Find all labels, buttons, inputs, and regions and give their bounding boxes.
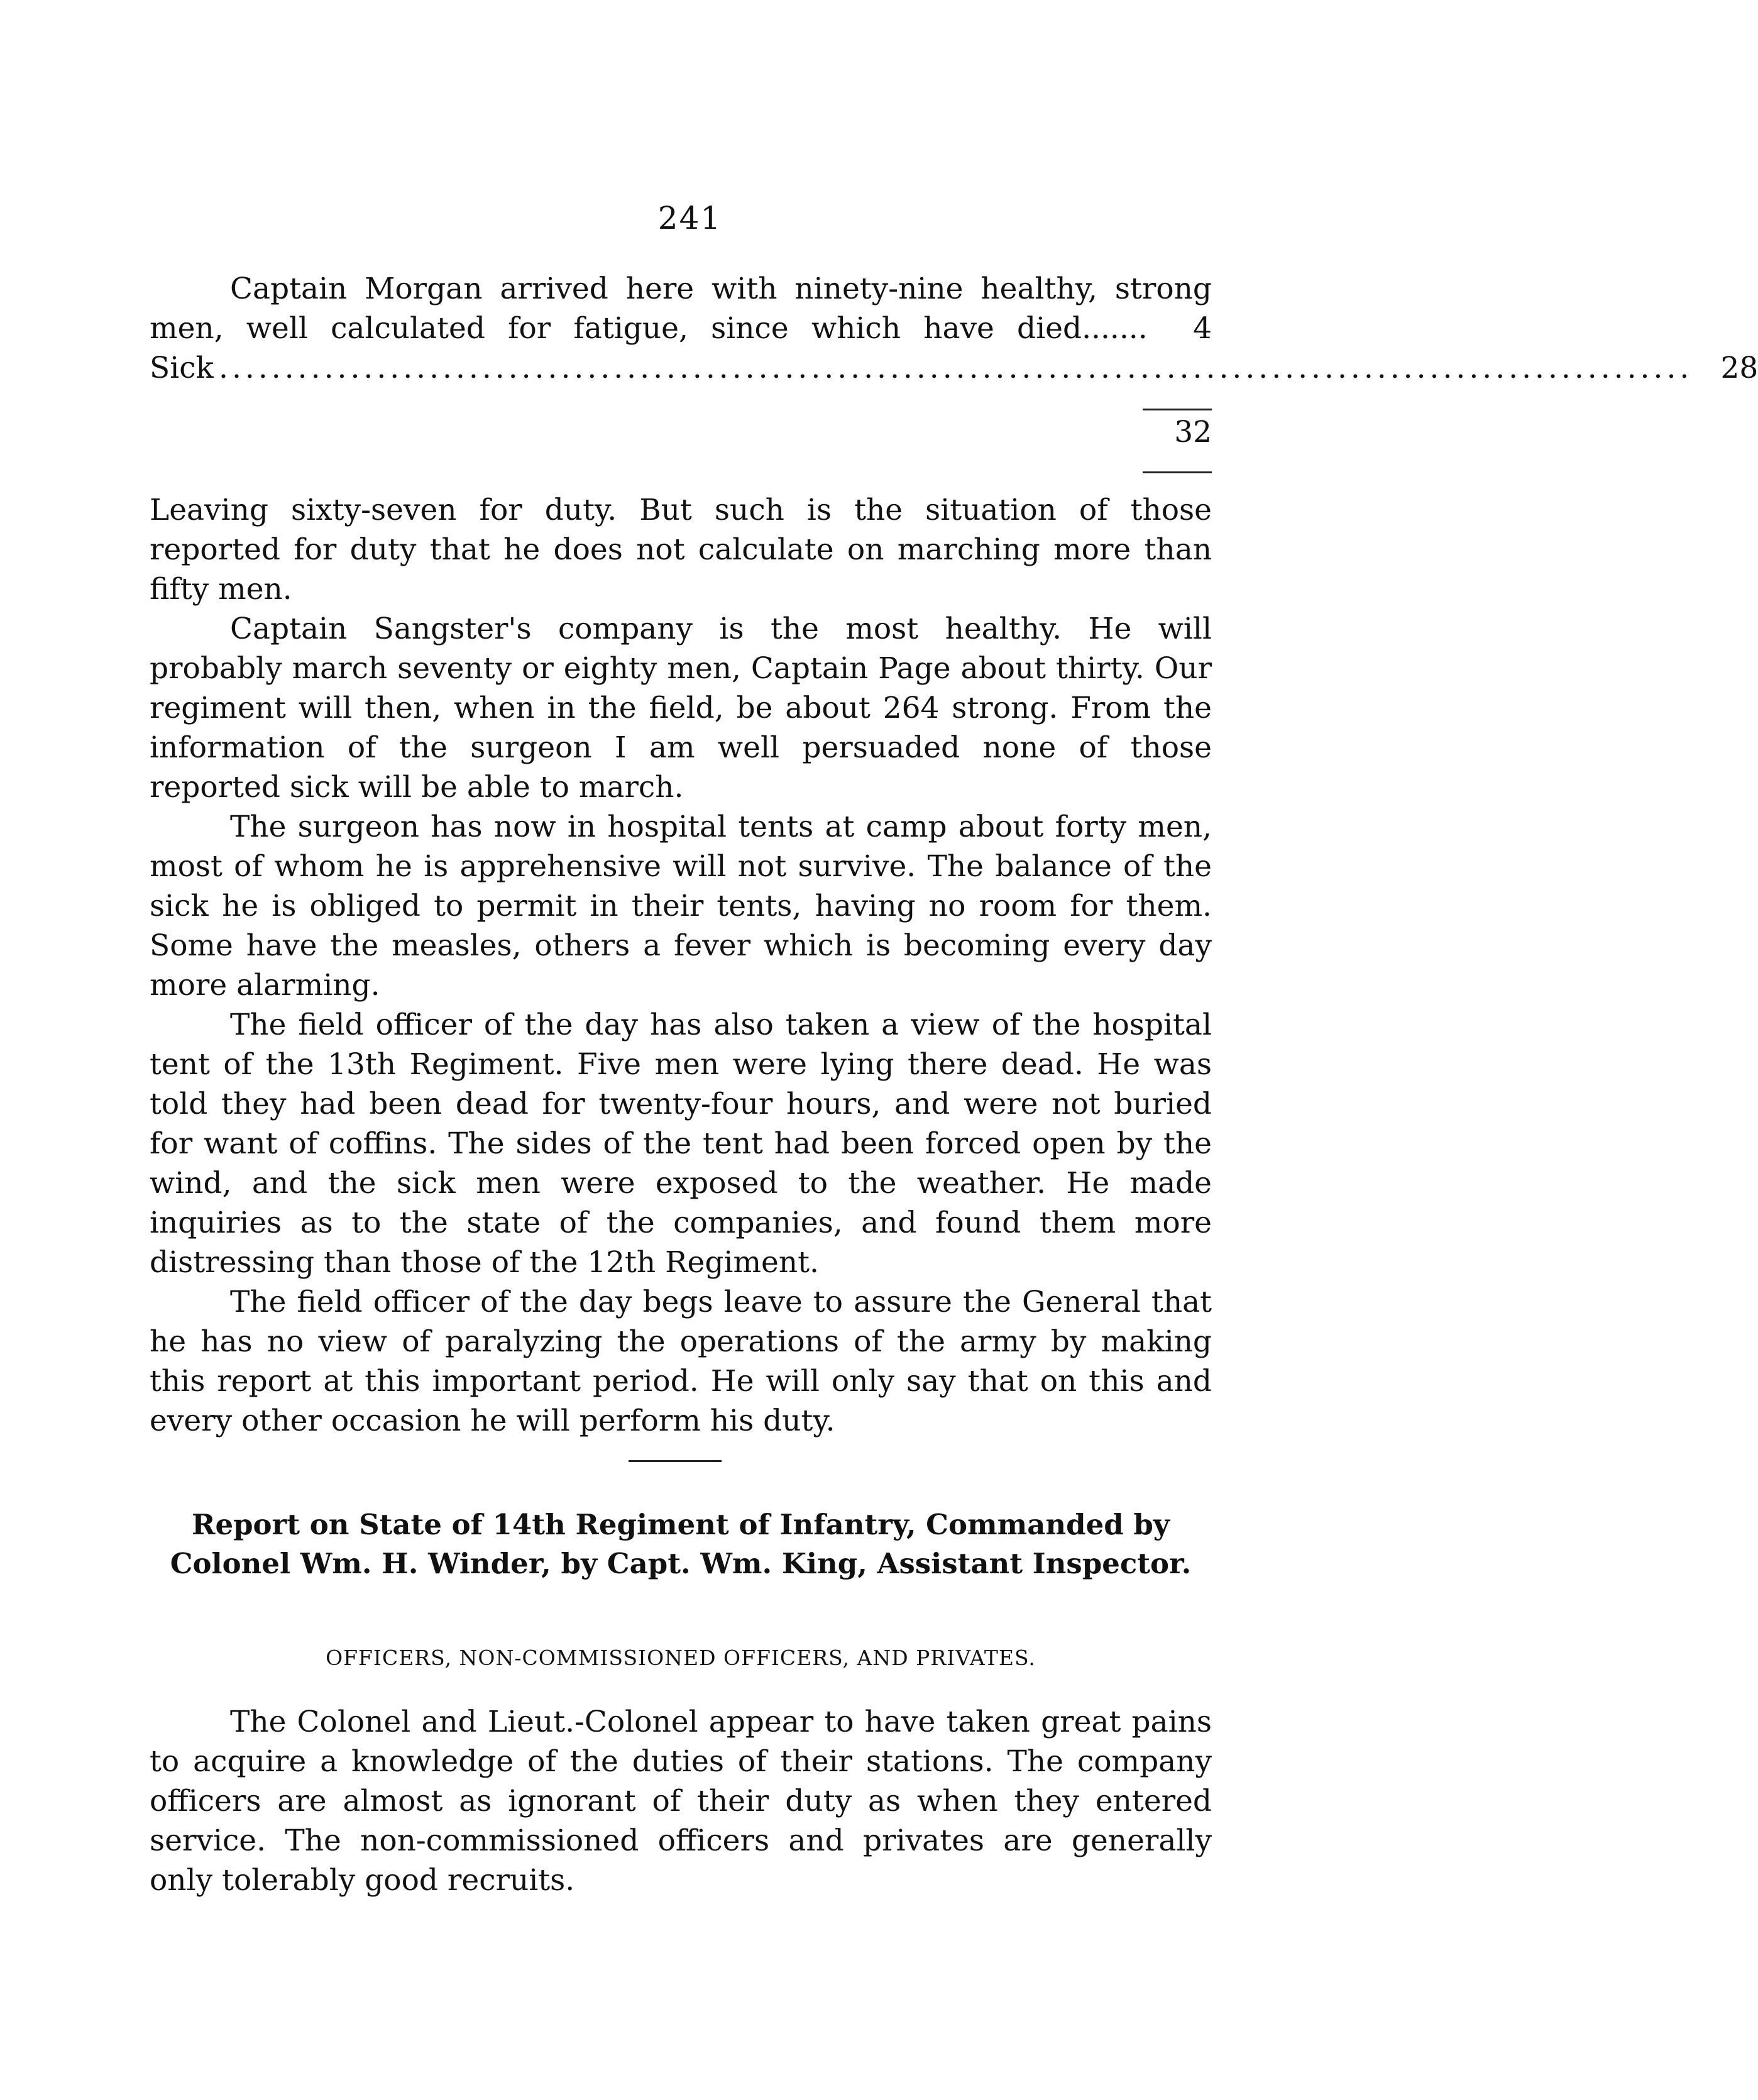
report-body bbox=[150, 1702, 1212, 1900]
total-value: 32 bbox=[1174, 415, 1212, 449]
paragraph: The field officer of the day has also taken a view of the hospital tent of the 13th Regiment. Five men were lying there dead. He was told they had been dead for twenty-four hours, and were not buried for want of coffins. The sides of the tent had been forced open by the wind, and the sick men were exposed to the weather. He made inquiries as to the state of the companies, and found them more distressing than those of the 12th Regiment. bbox=[150, 1008, 1212, 1280]
paragraph: The Colonel and Lieut.-Colonel appear to have taken great pains to acquire a knowledge of the duties of their stations. The company officers are almost as ignorant of their duty as when they entered service. The non-commissioned officers and privates are generally only tolerably good recruits. bbox=[150, 1705, 1212, 1898]
died-value: 4 bbox=[1193, 311, 1212, 346]
section-divider bbox=[629, 1460, 722, 1462]
page-number: 241 bbox=[657, 200, 722, 236]
tally-intro bbox=[150, 269, 1212, 348]
tally-lead: Captain Morgan arrived here with ninety-nine healthy, strong men, well calculated for fatigue, since which have died bbox=[150, 272, 1212, 346]
sick-label: Sick bbox=[150, 351, 214, 385]
paragraph: Captain Sangster's company is the most healthy. He will probably march seventy or eighty men, Captain Page about thirty. Our regiment will then, when in the field, be about 264 strong. From the information of the surgeon I am well persuaded none of those reported sick will be able to march. bbox=[150, 612, 1212, 805]
sum-rule-bottom bbox=[1143, 471, 1212, 473]
report-heading: Report on State of 14th Regiment of Infantry, Commanded by Colonel Wm. H. Winder, by Capt. Wm. King, Assistant Inspector. bbox=[170, 1508, 1192, 1580]
leader-dots: ................................................................................................................ bbox=[219, 351, 1693, 385]
tally-sick-row bbox=[150, 348, 1758, 388]
paragraph: The field officer of the day begs leave to assure the General that he has no view of paralyzing the operations of the army by making this report at this important period. He will only say that on this and every other occasion he will perform his duty. bbox=[150, 1285, 1212, 1438]
paragraph: Leaving sixty-seven for duty. But such is the situation of those reported for duty that he does not calculate on marching more than fifty men. bbox=[150, 493, 1212, 607]
sum-rule-top bbox=[1143, 409, 1212, 410]
sick-value: 28 bbox=[1720, 351, 1758, 385]
paragraph: The surgeon has now in hospital tents at camp about forty men, most of whom he is apprehensive will not survive. The balance of the sick he is obliged to permit in their tents, having no room for them. Some have the measles, others a fever which is becoming every day more alarming. bbox=[150, 810, 1212, 1003]
report-subheading: OFFICERS, NON-COMMISSIONED OFFICERS, AND PRIVATES. bbox=[326, 1646, 1036, 1670]
body-text bbox=[150, 490, 1212, 1441]
tally-lead-text: Captain Morgan arrived here with ninety-nine healthy, strong men, well calculated for fatigue, since which have died....... 4 bbox=[150, 272, 1212, 346]
